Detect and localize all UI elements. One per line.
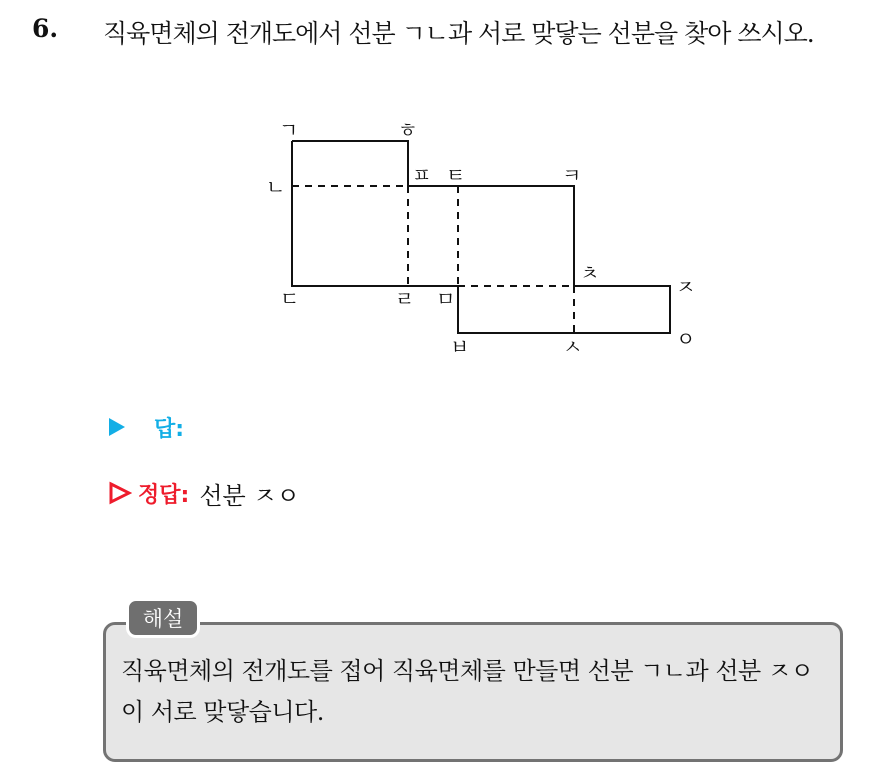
vertex-label-m: ㅁ xyxy=(436,287,456,311)
correct-answer-label: 정답: xyxy=(138,482,190,508)
explanation-tab: 해설 xyxy=(126,598,200,638)
explanation-text: 직육면체의 전개도를 접어 직육면체를 만들면 선분 ㄱㄴ과 선분 ㅈㅇ이 서로 맞닿습니다. xyxy=(121,657,814,726)
vertex-label-n: ㄴ xyxy=(266,175,286,199)
vertex-label-ch: ㅊ xyxy=(580,261,600,285)
vertex-label-j: ㅈ xyxy=(676,275,696,299)
outline-triangle-icon xyxy=(108,481,132,505)
vertex-label-r: ㄹ xyxy=(395,287,415,311)
explanation-box xyxy=(103,622,843,762)
vertex-label-o: ㅇ xyxy=(676,327,696,351)
answer-label: 답: xyxy=(154,416,185,442)
answer-row xyxy=(108,412,184,442)
net-outline xyxy=(292,141,670,333)
vertex-label-g: ㄱ xyxy=(279,118,299,142)
vertex-label-s: ㅅ xyxy=(563,335,583,359)
correct-answer-value: 선분 ㅈㅇ xyxy=(199,481,300,510)
question-number: 6. xyxy=(32,14,59,43)
vertex-label-k: ㅋ xyxy=(562,163,582,187)
fold-lines xyxy=(292,186,574,333)
vertex-label-d: ㄷ xyxy=(280,287,300,311)
vertex-label-b: ㅂ xyxy=(450,335,470,359)
filled-triangle-icon xyxy=(108,417,126,437)
vertex-label-h: ㅎ xyxy=(398,118,418,142)
correct-answer-row xyxy=(108,476,300,510)
question-text: 직육면체의 전개도에서 선분 ㄱㄴ과 서로 맞닿는 선분을 찾아 쓰시오. xyxy=(103,19,814,48)
vertex-label-p: ㅍ xyxy=(412,163,432,187)
vertex-label-t: ㅌ xyxy=(446,163,466,187)
